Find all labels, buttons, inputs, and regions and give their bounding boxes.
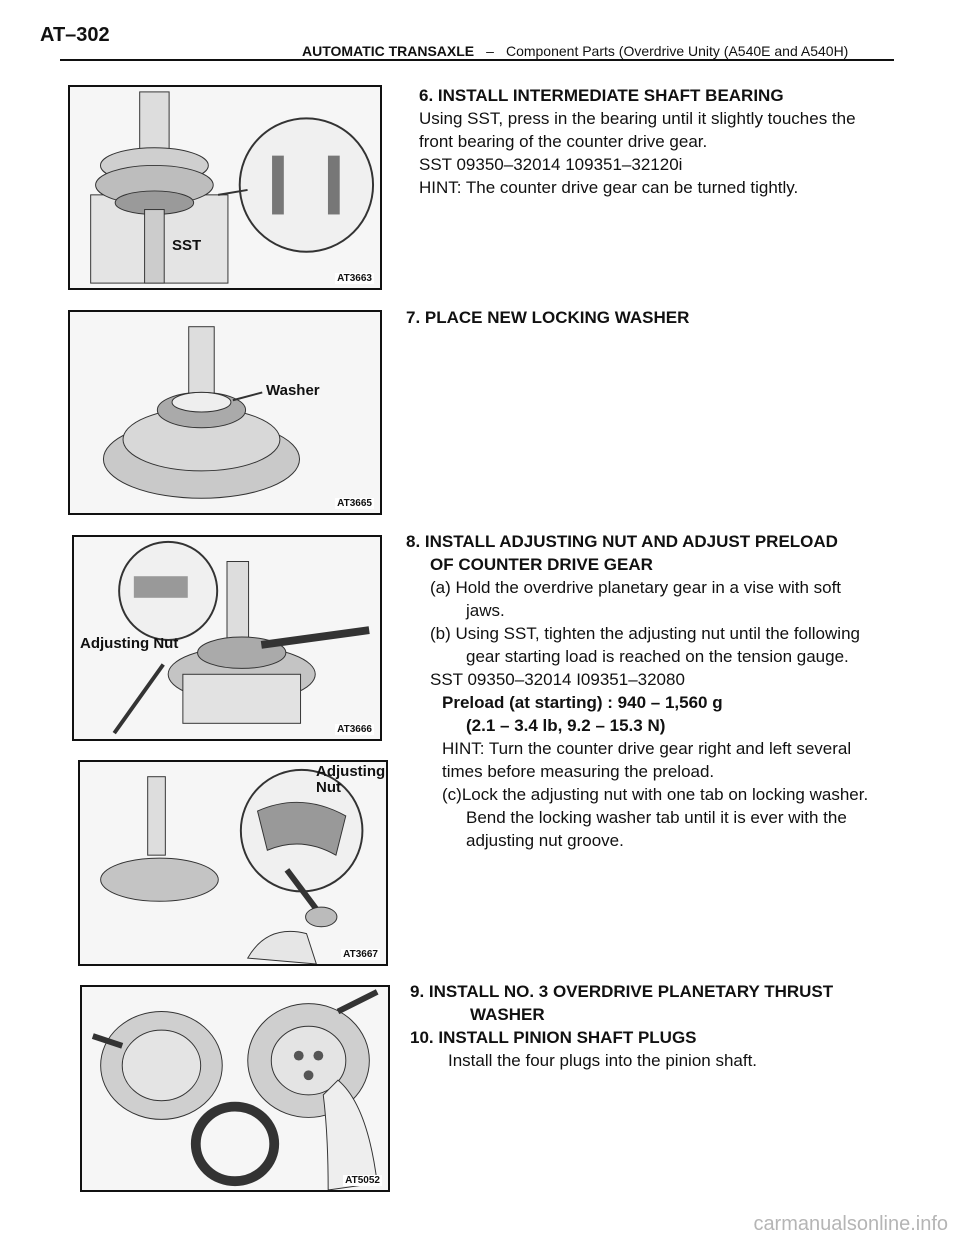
step-8-b-cont: gear starting load is reached on the tension gauge. bbox=[466, 647, 849, 666]
step-8-b: (b) Using SST, tighten the adjusting nut until the following bbox=[430, 624, 860, 643]
figure-code: AT3665 bbox=[337, 498, 372, 509]
pinion-shaft-plugs-illustration bbox=[82, 987, 388, 1190]
step-9-title-cont: WASHER bbox=[470, 1005, 545, 1024]
step-8-preload-cont: (2.1 – 3.4 lb, 9.2 – 15.3 N) bbox=[466, 716, 666, 735]
figure-locking-washer bbox=[68, 310, 382, 515]
watermark: carmanualsonline.info bbox=[753, 1213, 948, 1235]
step-8-c-cont: adjusting nut groove. bbox=[466, 831, 624, 850]
running-header bbox=[302, 43, 848, 59]
step-8-hint: HINT: Turn the counter drive gear right and left several bbox=[442, 739, 852, 758]
figure-label-adjusting-nut: Adjusting Nut bbox=[80, 635, 179, 652]
step-8-a: (a) Hold the overdrive planetary gear in a vise with soft bbox=[430, 578, 842, 597]
bearing-press-illustration bbox=[70, 87, 380, 288]
locking-washer-illustration bbox=[70, 312, 380, 513]
figure-pinion-shaft-plugs bbox=[80, 985, 390, 1192]
step-8-c: (c)Lock the adjusting nut with one tab on locking washer. bbox=[442, 785, 869, 804]
figure-code: AT5052 bbox=[345, 1175, 380, 1186]
step-9-10 bbox=[410, 980, 833, 1072]
step-6-line: SST 09350–32014 109351–32120i bbox=[419, 155, 683, 174]
step-8-c-cont: Bend the locking washer tab until it is ever with the bbox=[466, 808, 847, 827]
step-8-a-cont: jaws. bbox=[466, 601, 505, 620]
figure-locking-washer-tab bbox=[78, 760, 388, 966]
figure-label-line: Nut bbox=[316, 779, 341, 796]
figure-label-adjusting-nut-2 bbox=[316, 764, 385, 796]
header-rule bbox=[60, 59, 894, 61]
step-10-line: Install the four plugs into the pinion shaft. bbox=[448, 1051, 758, 1070]
step-6-line: Using SST, press in the bearing until it slightly touches the bbox=[419, 109, 856, 128]
figure-label-sst: SST bbox=[172, 237, 202, 254]
step-8-title: 8. INSTALL ADJUSTING NUT AND ADJUST PRELOAD bbox=[406, 532, 838, 551]
figure-code: AT3663 bbox=[337, 273, 372, 284]
step-8-hint-cont: times before measuring the preload. bbox=[442, 762, 715, 781]
figure-code: AT3666 bbox=[337, 724, 372, 735]
figure-code: AT3667 bbox=[343, 949, 378, 960]
step-6-line: HINT: The counter drive gear can be turned tightly. bbox=[419, 178, 799, 197]
step-9-title: 9. INSTALL NO. 3 OVERDRIVE PLANETARY THRUST bbox=[410, 982, 834, 1001]
step-6-line: front bearing of the counter drive gear. bbox=[419, 132, 708, 151]
step-8-sst: SST 09350–32014 I09351–32080 bbox=[430, 670, 685, 689]
figure-adjusting-nut bbox=[72, 535, 382, 741]
header-separator: – bbox=[486, 43, 494, 59]
step-6-title: 6. INSTALL INTERMEDIATE SHAFT BEARING bbox=[419, 86, 784, 105]
page-number: AT–302 bbox=[40, 24, 110, 46]
section-title: AUTOMATIC TRANSAXLE bbox=[302, 43, 475, 59]
step-8 bbox=[406, 530, 868, 852]
step-7-title: 7. PLACE NEW LOCKING WASHER bbox=[406, 308, 690, 327]
subsection-title: Component Parts (Overdrive Unity (A540E and A540H) bbox=[505, 43, 849, 59]
step-6 bbox=[419, 84, 856, 199]
step-8-preload: Preload (at starting) : 940 – 1,560 g bbox=[442, 693, 723, 712]
figure-label-washer: Washer bbox=[266, 382, 320, 399]
figure-label-line: Adjusting bbox=[316, 763, 386, 780]
step-10-title: 10. INSTALL PINION SHAFT PLUGS bbox=[410, 1028, 697, 1047]
figure-bearing-press bbox=[68, 85, 382, 290]
step-7 bbox=[406, 306, 689, 329]
step-8-title-cont: OF COUNTER DRIVE GEAR bbox=[430, 555, 653, 574]
